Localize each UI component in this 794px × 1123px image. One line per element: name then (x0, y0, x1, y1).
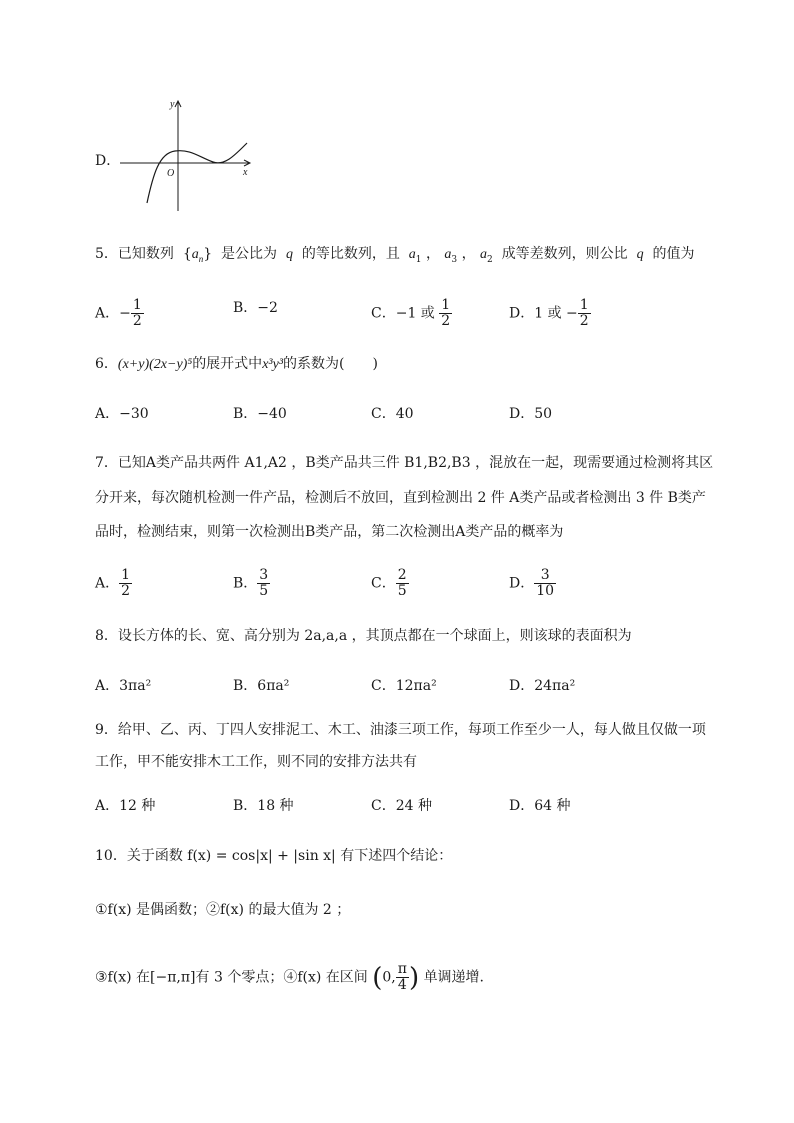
q5-sequence: $\{a_n\}$ (178, 246, 217, 264)
q6-option-c[interactable]: C．40 (371, 406, 414, 422)
q9-option-d[interactable]: D．64 种 (509, 798, 571, 814)
function-curve (147, 143, 247, 203)
q6-option-b[interactable]: B．−40 (233, 406, 287, 422)
q5-text-4: 成等差数列，则公比 (501, 246, 628, 262)
q5-text-2: 是公比为 (221, 246, 278, 262)
question-8: 8．设长方体的长、宽、高分别为 2a,a,a ，其顶点都在一个球面上，则该球的表面积为 (95, 628, 632, 644)
option-d-label: D． (95, 153, 121, 169)
q5-sep-1: ， (425, 246, 440, 262)
q5-n: n (198, 253, 204, 264)
y-axis-label: y (170, 99, 175, 110)
q9-option-b[interactable]: B．18 种 (233, 798, 294, 814)
q6-option-d[interactable]: D．50 (509, 406, 553, 422)
origin-label: O (167, 168, 175, 179)
question-6: 6．(x+y)(2x−y)⁵的展开式中x³y³的系数为( ) (95, 356, 378, 372)
question-9-line-1: 9．给甲、乙、丙、丁四人安排泥工、木工、油漆三项工作，每项工作至少一人，每人做且仅做一项 (95, 722, 706, 738)
q8-option-d[interactable]: D．24πa² (509, 678, 576, 694)
q5-a: a (191, 247, 199, 262)
q5-text-5: 的值为 (652, 246, 695, 262)
q5-option-d[interactable]: D．1 或 − $\frac{1}{2}$ (509, 297, 589, 329)
q8-option-c[interactable]: C．12πa² (371, 678, 437, 694)
x-axis-label: x (243, 167, 248, 178)
question-5: 5．已知数列 $\{a_n\}$ 是公比为 q 的等比数列，且 $a_1$ ， $a_3$ ， $a_2$ 成等差数列，则公比 q 的值为 (95, 246, 695, 265)
question-9-line-2: 工作，甲不能安排木工工作，则不同的安排方法共有 (95, 754, 417, 770)
q10-line3-tail: 单调递增. (423, 969, 485, 986)
q7-option-b[interactable]: B． $\frac{3}{5}$ (233, 567, 269, 599)
q5-sep-2: ， (461, 246, 476, 262)
q6-option-a[interactable]: A．−30 (95, 406, 149, 422)
q10-line3-text: ③f(x) 在[−π,π]有 3 个零点；④f(x) 在区间 (95, 969, 368, 986)
q7-option-a[interactable]: A． $\frac{1}{2}$ (95, 567, 131, 599)
q8-option-b[interactable]: B．6πa² (233, 678, 290, 694)
q7-option-d[interactable]: D． $\frac{3}{10}$ (509, 567, 555, 599)
question-7-line-1: 7．已知A类产品共两件 A1,A2 ，B类产品共三件 B1,B2,B3 ，混放在一起，现需要通过检测将其区 (95, 455, 714, 471)
q6-term: x³y³ (262, 357, 284, 372)
cubic-function-graph (115, 95, 260, 215)
q5-text-1: 5．已知数列 (95, 246, 174, 262)
question-7-line-3: 品时，检测结束，则第一次检测出B类产品，第二次检测出A类产品的概率为 (95, 524, 564, 540)
q7-option-c[interactable]: C． $\frac{2}{5}$ (371, 567, 407, 599)
question-10-line-1: 10．关于函数 f(x) = cos|x| + |sin x| 有下述四个结论： (95, 848, 453, 864)
question-7-line-2: 分开来，每次随机检测一件产品，检测后不放回，直到检测出 2 件 A类产品或者检测出 3 件 B类产 (95, 490, 706, 506)
q9-option-a[interactable]: A．12 种 (95, 798, 156, 814)
q6-expression: (x+y)(2x−y)⁵ (117, 357, 193, 372)
q5-option-a[interactable]: A．− $\frac{1}{2}$ (95, 297, 142, 329)
q5-option-c[interactable]: C．−1 或 $\frac{1}{2}$ (371, 297, 451, 329)
q5-text-3: 的等比数列，且 (301, 246, 400, 262)
q8-option-a[interactable]: A．3πa² (95, 678, 152, 694)
q5-option-b[interactable]: B．−2 (233, 300, 278, 316)
q5-q: q (285, 247, 293, 262)
q9-option-c[interactable]: C．24 种 (371, 798, 432, 814)
question-10-line-2: ①f(x) 是偶函数；②f(x) 的最大值为 2 ； (95, 902, 351, 918)
question-10-line-3: ③f(x) 在[−π,π]有 3 个零点；④f(x) 在区间 (0, $\frac{\pi}{4}$ ) 单调递增. (95, 961, 485, 993)
